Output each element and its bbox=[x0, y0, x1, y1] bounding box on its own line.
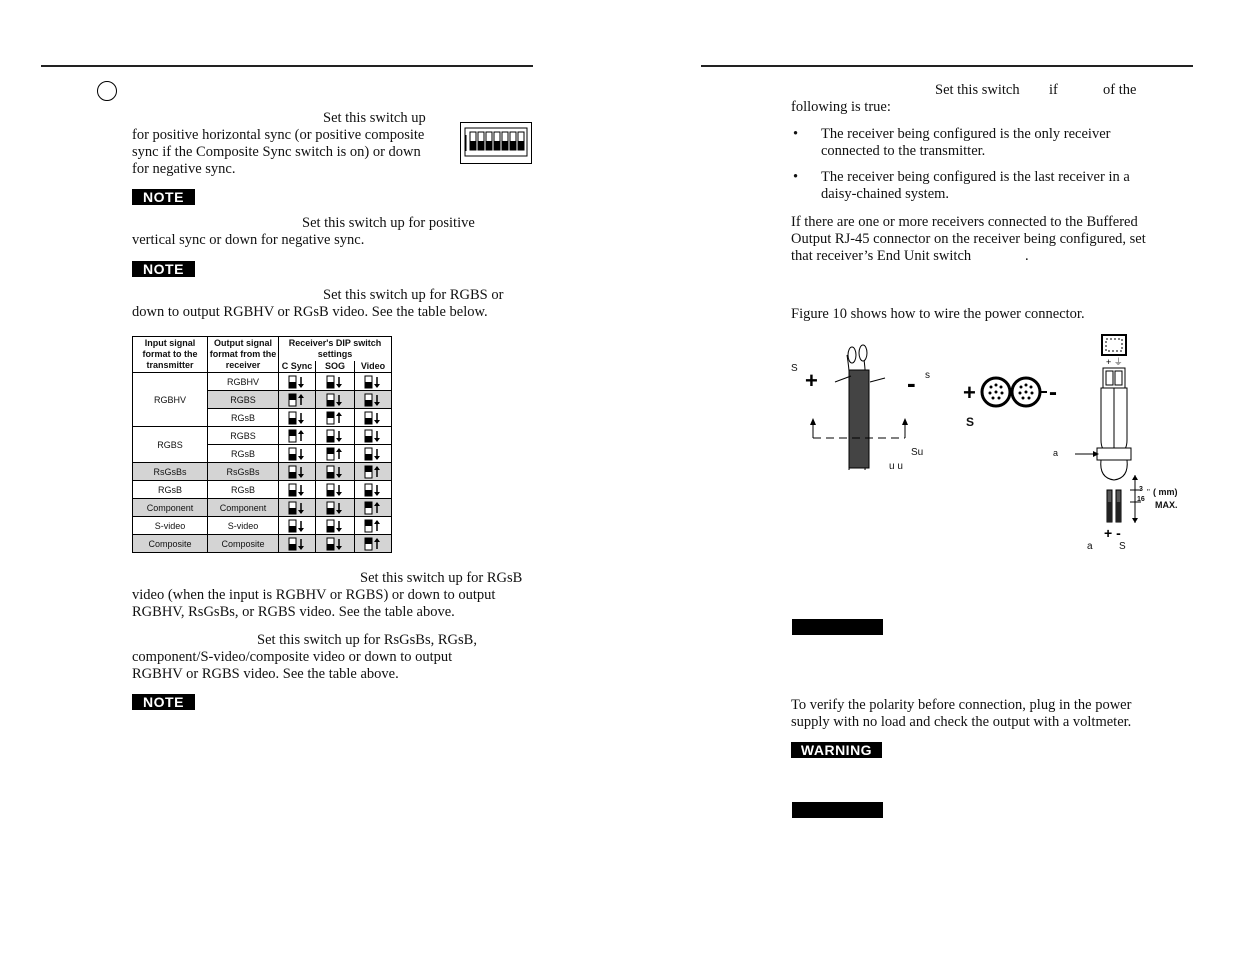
diagram-label-su: Su bbox=[911, 447, 924, 458]
cell-input-format: RGBHV bbox=[133, 373, 208, 427]
diagram-label-s4: S bbox=[1119, 541, 1126, 552]
dip-settings-table bbox=[132, 336, 392, 553]
col-video: Video bbox=[355, 361, 392, 373]
diagram-frac-top: 3 bbox=[1139, 486, 1143, 493]
dip-switch-down-icon bbox=[288, 483, 306, 497]
dip-switch-down-icon bbox=[326, 483, 344, 497]
bullet-1-text-a: The receiver being configured is the only receiver bbox=[821, 126, 1111, 142]
cell-output-format: Composite bbox=[208, 535, 279, 553]
dip-switch-icon bbox=[460, 122, 532, 164]
left-header-rule bbox=[41, 65, 533, 67]
table-row bbox=[133, 535, 392, 553]
dip-switch-down-icon bbox=[288, 447, 306, 461]
cell-switch-video bbox=[355, 391, 392, 409]
dip-switch-down-icon bbox=[326, 465, 344, 479]
connector-plus-sign: + bbox=[963, 380, 976, 405]
caution-bar-1 bbox=[792, 619, 883, 635]
cell-switch-video bbox=[355, 499, 392, 517]
note-label-3: NOTE bbox=[132, 694, 195, 710]
polarity-text-b: supply with no load and check the output with a voltmeter. bbox=[791, 714, 1132, 730]
cell-switch-sog bbox=[316, 499, 355, 517]
cell-switch-csync bbox=[279, 535, 316, 553]
dip-switch-up-icon bbox=[364, 465, 382, 479]
cell-switch-sog bbox=[316, 463, 355, 481]
sog-text-c: RGBHV, RsGsBs, or RGBS video. See the table above. bbox=[132, 604, 455, 620]
diagram-label-a1: a bbox=[1053, 448, 1059, 458]
note-label-1: NOTE bbox=[132, 189, 195, 205]
bullet-1-marker: • bbox=[793, 126, 799, 142]
polarity-text-a: To verify the polarity before connection, plug in the power bbox=[791, 697, 1132, 713]
cell-switch-sog bbox=[316, 391, 355, 409]
cell-input-format: RsGsBs bbox=[133, 463, 208, 481]
diagram-label-s1: S bbox=[791, 363, 798, 374]
cell-output-format: RGBS bbox=[208, 427, 279, 445]
table-row bbox=[133, 499, 392, 517]
cell-switch-video bbox=[355, 427, 392, 445]
cell-switch-video bbox=[355, 373, 392, 391]
power-wiring-svg bbox=[785, 330, 1195, 570]
dip-switch-up-icon bbox=[326, 411, 344, 425]
diagram-label-s3: S bbox=[966, 415, 975, 429]
dip-switch-down-icon bbox=[326, 429, 344, 443]
cell-input-format: RGBS bbox=[133, 427, 208, 463]
dip-switch-down-icon bbox=[364, 393, 382, 407]
dip-table-body bbox=[133, 373, 392, 553]
bullet-2-marker: • bbox=[793, 169, 799, 185]
horiz-sync-text-b: for positive horizontal sync (or positive composite bbox=[132, 127, 425, 143]
dip-switch-down-icon bbox=[288, 411, 306, 425]
diagram-label-s2: s bbox=[925, 370, 930, 381]
end-unit-text-a: Set this switch bbox=[935, 82, 1020, 98]
csync-text-a: Set this switch up for RGBS or bbox=[323, 287, 504, 303]
end-unit-text-b: following is true: bbox=[791, 99, 891, 115]
dip-switch-up-icon bbox=[288, 393, 306, 407]
csync-text-b: down to output RGBHV or RGsB video. See the table below. bbox=[132, 304, 488, 320]
wire-polarity: + - bbox=[1104, 525, 1121, 541]
dip-switch-up-icon bbox=[364, 519, 382, 533]
caution-bar-2 bbox=[792, 802, 883, 818]
cell-output-format: RGsB bbox=[208, 409, 279, 427]
cell-switch-csync bbox=[279, 427, 316, 445]
video-text-c: RGBHV or RGBS video. See the table above. bbox=[132, 666, 399, 682]
dip-switch-down-icon bbox=[288, 501, 306, 515]
diagram-frac-bot: 16 bbox=[1137, 496, 1145, 503]
dip-switch-down-icon bbox=[364, 375, 382, 389]
bullet-1-text-b: connected to the transmitter. bbox=[821, 143, 986, 159]
dip-switch-down-icon bbox=[288, 465, 306, 479]
cell-output-format: RGBHV bbox=[208, 373, 279, 391]
diagram-label-max: MAX. bbox=[1155, 500, 1178, 510]
video-text-b: component/S-video/composite video or down to output bbox=[132, 649, 453, 665]
power-wiring-diagram bbox=[785, 330, 1195, 570]
cell-switch-sog bbox=[316, 409, 355, 427]
dip-switch-up-icon bbox=[364, 501, 382, 515]
cell-switch-sog bbox=[316, 481, 355, 499]
diagram-inch: " bbox=[1147, 488, 1150, 497]
sog-text-a: Set this switch up for RGsB bbox=[360, 570, 523, 586]
cable-plus-sign: + bbox=[805, 368, 818, 393]
dip-switch-down-icon bbox=[326, 501, 344, 515]
cell-output-format: Component bbox=[208, 499, 279, 517]
right-header-rule bbox=[701, 65, 1193, 67]
dip-switch-up-icon bbox=[288, 429, 306, 443]
cell-switch-video bbox=[355, 535, 392, 553]
cell-switch-csync bbox=[279, 481, 316, 499]
cell-switch-sog bbox=[316, 373, 355, 391]
diagram-label-uu: u u bbox=[889, 461, 903, 472]
vert-sync-text-b: vertical sync or down for negative sync. bbox=[132, 232, 365, 248]
cell-switch-csync bbox=[279, 517, 316, 535]
cell-switch-csync bbox=[279, 499, 316, 517]
dip-switch-down-icon bbox=[326, 375, 344, 389]
cell-switch-sog bbox=[316, 445, 355, 463]
col-csync: C Sync bbox=[279, 361, 316, 373]
terminal-polarity: + ⏚ bbox=[1106, 357, 1123, 367]
dip-switch-down-icon bbox=[288, 519, 306, 533]
vert-sync-text-a: Set this switch up for positive bbox=[302, 215, 475, 231]
cell-input-format: RGsB bbox=[133, 481, 208, 499]
cell-input-format: Composite bbox=[133, 535, 208, 553]
cell-switch-csync bbox=[279, 373, 316, 391]
cell-output-format: RsGsBs bbox=[208, 463, 279, 481]
cell-switch-video bbox=[355, 409, 392, 427]
cell-output-format: S-video bbox=[208, 517, 279, 535]
dip-switch-down-icon bbox=[364, 429, 382, 443]
figure-reference: Figure 10 shows how to wire the power connector. bbox=[791, 306, 1085, 322]
horiz-sync-text-c: sync if the Composite Sync switch is on) or down bbox=[132, 144, 421, 160]
cell-switch-video bbox=[355, 463, 392, 481]
cell-switch-csync bbox=[279, 409, 316, 427]
diagram-label-a2: a bbox=[1087, 541, 1093, 552]
buffered-para-b: Output RJ-45 connector on the receiver being configured, set bbox=[791, 231, 1146, 247]
dip-switch-down-icon bbox=[364, 483, 382, 497]
cell-output-format: RGBS bbox=[208, 391, 279, 409]
video-text-a: Set this switch up for RsGsBs, RGsB, bbox=[257, 632, 477, 648]
horiz-sync-text-a: Set this switch up bbox=[323, 110, 426, 126]
buffered-para-a: If there are one or more receivers connected to the Buffered bbox=[791, 214, 1138, 230]
cell-switch-sog bbox=[316, 427, 355, 445]
cell-switch-sog bbox=[316, 535, 355, 553]
end-unit-of: of the bbox=[1103, 82, 1137, 98]
bullet-2-text-b: daisy-chained system. bbox=[821, 186, 950, 202]
cell-switch-csync bbox=[279, 391, 316, 409]
dip-switch-down-icon bbox=[364, 411, 382, 425]
dip-switch-up-icon bbox=[364, 537, 382, 551]
header-input: Input signal format to the transmitter bbox=[133, 337, 208, 373]
bullet-2-text-a: The receiver being configured is the last receiver in a bbox=[821, 169, 1130, 185]
cell-input-format: Component bbox=[133, 499, 208, 517]
header-dip: Receiver's DIP switch settings bbox=[279, 337, 392, 362]
col-sog: SOG bbox=[316, 361, 355, 373]
note-label-2: NOTE bbox=[132, 261, 195, 277]
diagram-label-mm: ( mm) bbox=[1153, 487, 1178, 497]
horiz-sync-text-d: for negative sync. bbox=[132, 161, 236, 177]
cell-switch-video bbox=[355, 445, 392, 463]
dip-switch-down-icon bbox=[288, 537, 306, 551]
cell-input-format: S-video bbox=[133, 517, 208, 535]
cell-switch-sog bbox=[316, 517, 355, 535]
table-row bbox=[133, 463, 392, 481]
header-output: Output signal format from the receiver bbox=[208, 337, 279, 373]
cable-minus-sign: - bbox=[907, 368, 916, 398]
cell-switch-csync bbox=[279, 445, 316, 463]
table-row bbox=[133, 373, 392, 391]
table-row bbox=[133, 517, 392, 535]
dip-switch-down-icon bbox=[326, 537, 344, 551]
cell-switch-video bbox=[355, 481, 392, 499]
buffered-para-c: that receiver’s End Unit switch bbox=[791, 248, 972, 264]
dip-switch-up-icon bbox=[326, 447, 344, 461]
cell-output-format: RGsB bbox=[208, 481, 279, 499]
dip-switch-down-icon bbox=[326, 393, 344, 407]
buffered-para-c-end: . bbox=[1025, 248, 1029, 264]
dip-switch-down-icon bbox=[364, 447, 382, 461]
warning-label: WARNING bbox=[791, 742, 882, 758]
table-row bbox=[133, 427, 392, 445]
end-unit-if: if bbox=[1049, 82, 1058, 98]
cell-switch-video bbox=[355, 517, 392, 535]
cell-output-format: RGsB bbox=[208, 445, 279, 463]
cell-switch-csync bbox=[279, 463, 316, 481]
step-circle-icon bbox=[97, 81, 117, 101]
dip-switch-down-icon bbox=[288, 375, 306, 389]
dip-switch-down-icon bbox=[326, 519, 344, 533]
table-row bbox=[133, 481, 392, 499]
sog-text-b: video (when the input is RGBHV or RGBS) or down to output bbox=[132, 587, 496, 603]
connector-minus-sign: - bbox=[1049, 379, 1057, 406]
